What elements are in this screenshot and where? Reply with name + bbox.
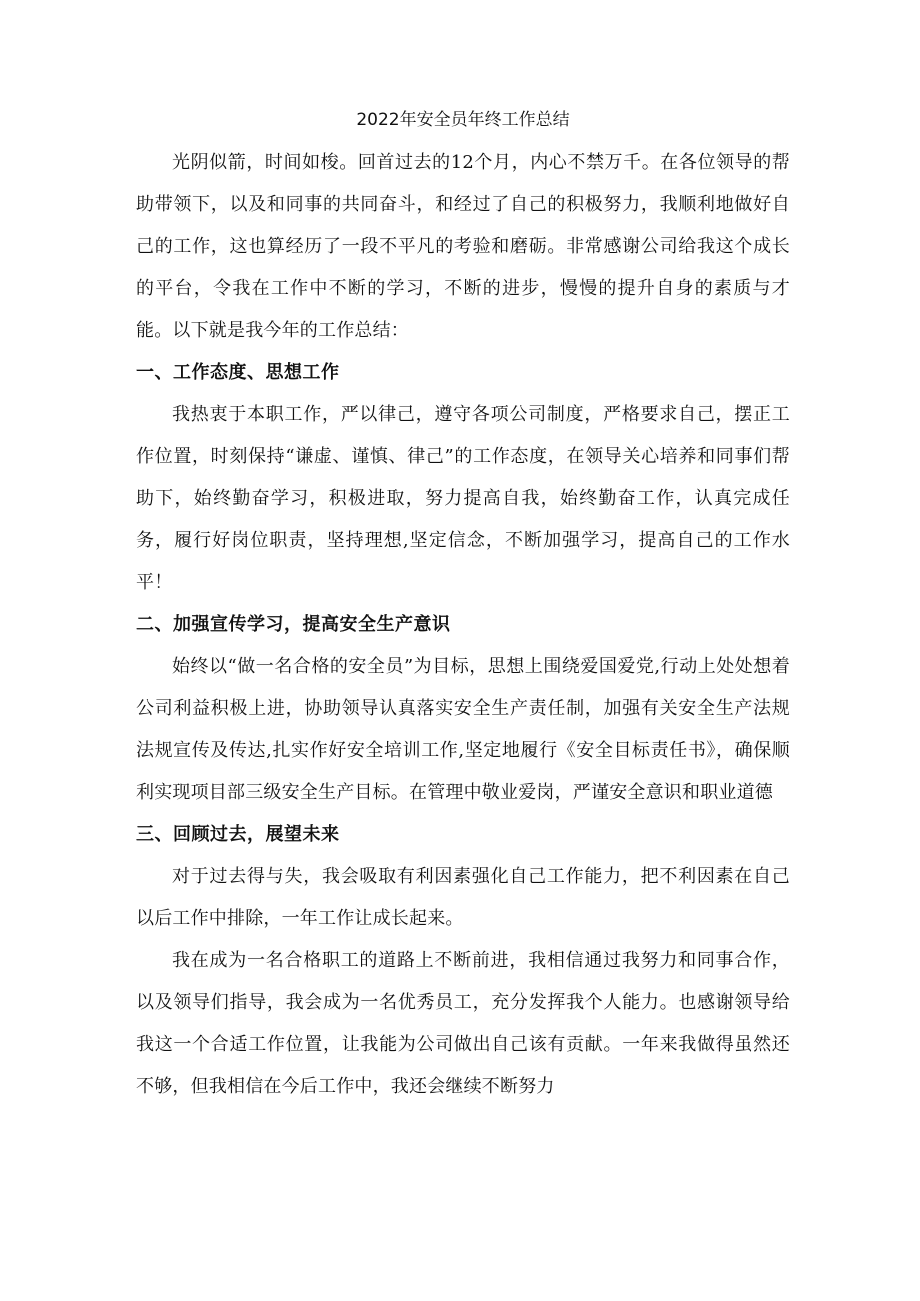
section-2-paragraph-1: 始终以“做一名合格的安全员”为目标，思想上围绕爱国爱党,行动上处处想着公司利益积极上进，协助领导认真落实安全生产责任制，加强有关安全生产法规法规宣传及传达,扎实作好安全培训工作,坚定地履行《安全目标责任书》，确保顺利实现项目部三级安全生产目标。在管理中敬业爱岗，严谨安全意识和职业道德 [136, 656, 790, 803]
section-1-paragraph-1: 我热衷于本职工作，严以律己，遵守各项公司制度，严格要求自己，摆正工作位置，时刻保持“谦虚、谨慎、律己”的工作态度，在领导关心培养和同事们帮助下，始终勤奋学习，积极进取，努力提高自我，始终勤奋工作，认真完成任务，履行好岗位职责，坚持理想,坚定信念，不断加强学习，提高自己的工作水平！ [136, 404, 790, 593]
intro-paragraph: 光阴似箭，时间如梭。回首过去的12个月，内心不禁万千。在各位领导的帮助带领下，以及和同事的共同奋斗，和经过了自己的积极努力，我顺利地做好自己的工作，这也算经历了一段不平凡的考验和磨砺。非常感谢公司给我这个成长的平台，令我在工作中不断的学习，不断的进步，慢慢的提升自身的素质与才能。以下就是我今年的工作总结： [136, 152, 790, 341]
document-page [136, 104, 790, 1108]
document-title: 2022年安全员年终工作总结 [356, 110, 570, 130]
section-3-paragraph-2: 我在成为一名合格职工的道路上不断前进，我相信通过我努力和同事合作，以及领导们指导，我会成为一名优秀员工，充分发挥我个人能力。也感谢领导给我这一个合适工作位置，让我能为公司做出自己该有贡献。一年来我做得虽然还不够，但我相信在今后工作中，我还会继续不断努力 [136, 950, 790, 1097]
section-3-paragraph-1: 对于过去得与失，我会吸取有利因素强化自己工作能力，把不利因素在自己以后工作中排除，一年工作让成长起来。 [136, 866, 790, 929]
section-heading-2: 二、加强宣传学习，提高安全生产意识 [136, 614, 451, 635]
section-heading-3: 三、回顾过去，展望未来 [136, 824, 340, 845]
section-heading-1: 一、工作态度、思想工作 [136, 362, 340, 383]
